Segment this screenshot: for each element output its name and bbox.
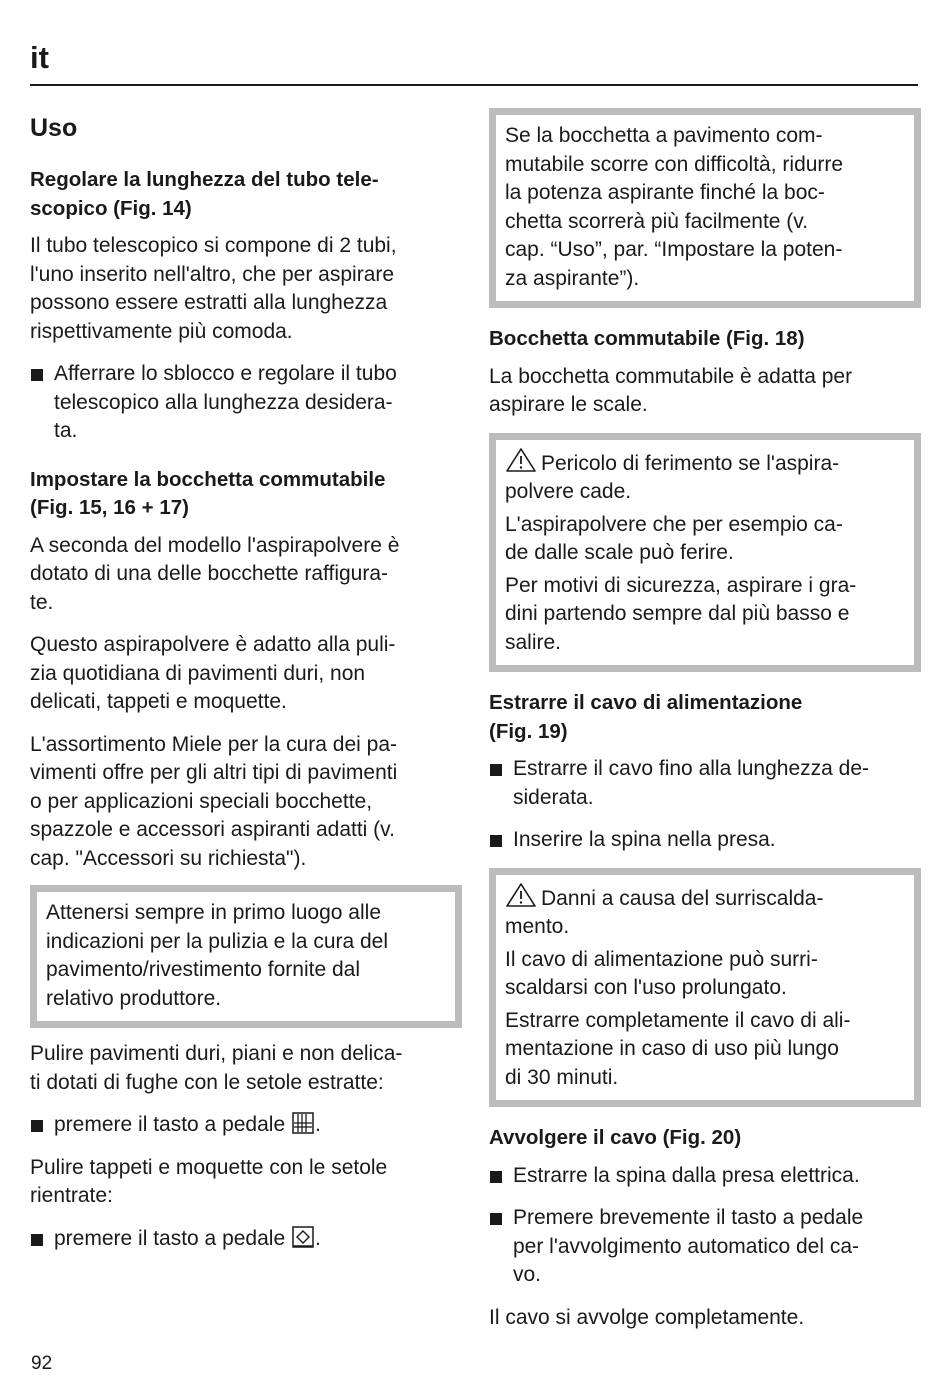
bullet-square-icon — [490, 1213, 502, 1225]
bullet-item — [30, 360, 462, 446]
text-line: rientrate: — [30, 1184, 113, 1207]
text-line: dini partendo sempre dal più basso e — [505, 602, 850, 625]
text-line: Estrarre la spina dalla presa elettrica. — [513, 1163, 860, 1187]
text-line: la potenza aspirante finché la boc- — [505, 181, 825, 204]
page-number: 92 — [31, 1353, 53, 1374]
right-column — [489, 108, 921, 1332]
paragraph — [30, 1040, 462, 1097]
text-line: possono essere estratti alla lunghezza — [30, 291, 388, 314]
text-line: pavimento/rivestimento fornite dal — [46, 958, 360, 981]
left-column — [30, 108, 462, 1253]
warning-heading — [505, 447, 905, 479]
text-line: aspirare le scale. — [489, 393, 648, 416]
text-line: Pericolo di ferimento se l'aspira- — [541, 451, 840, 475]
paragraph — [30, 532, 462, 618]
header-rule — [30, 84, 918, 86]
warning-box — [489, 868, 921, 1108]
text-line: Attenersi sempre in primo luogo alle — [46, 901, 381, 924]
text-line: delicati, tappeti e moquette. — [30, 690, 287, 713]
text-line: Afferrare lo sblocco e regolare il tubo — [54, 362, 397, 385]
paragraph — [505, 511, 905, 568]
text-line: L'assortimento Miele per la cura dei pa- — [30, 732, 398, 756]
text-line: A seconda del modello l'aspirapolvere è — [30, 533, 400, 557]
heading-line: Estrarre il cavo di alimentazione — [489, 691, 803, 714]
heading-line: Regolare la lunghezza del tubo tele- — [30, 168, 379, 191]
text-line: scaldarsi con l'uso prolungato. — [505, 976, 787, 999]
paragraph — [30, 1154, 462, 1211]
heading-switchable-nozzle — [30, 466, 462, 523]
text-line: per l'avvolgimento automatico del ca- — [513, 1234, 860, 1258]
text-line: zia quotidiana di pavimenti duri, non — [30, 661, 366, 685]
note-box — [489, 108, 921, 308]
bullet-item — [30, 1111, 462, 1140]
paragraph — [505, 1007, 905, 1093]
text-line: Per motivi di sicurezza, aspirare i gra- — [505, 573, 857, 597]
text-line: premere il tasto a pedale — [54, 1113, 286, 1136]
heading-power-cable — [489, 689, 921, 746]
text-line: di 30 minuti. — [505, 1065, 619, 1089]
text-line: . — [314, 1113, 321, 1136]
text-line: Pulire tappeti e moquette con le setole — [30, 1155, 388, 1179]
text-line: o per applicazioni speciali bocchette, — [30, 789, 373, 813]
heading-switchable-nozzle-stairs: Bocchetta commutabile (Fig. 18) — [489, 327, 805, 350]
text-line: Inserire la spina nella presa. — [513, 828, 776, 851]
text-line: Danni a causa del surriscalda- — [541, 886, 824, 910]
heading-line: Impostare la bocchetta commutabile — [30, 467, 386, 491]
text-line: ta. — [54, 419, 78, 442]
heading-line: scopico (Fig. 14) — [30, 196, 192, 220]
text-line: dotato di una delle bocchette raffigura- — [30, 562, 389, 585]
bullet-item — [489, 1162, 921, 1191]
paragraph — [505, 572, 905, 658]
text-line: vimenti offre per gli altri tipi di pavimenti — [30, 761, 398, 784]
text-line: Il cavo di alimentazione può surri- — [505, 947, 818, 971]
text-line: ti dotati di fughe con le setole estratte: — [30, 1070, 384, 1094]
text-line: Pulire pavimenti duri, piani e non delica- — [30, 1042, 403, 1065]
heading-line: (Fig. 19) — [489, 719, 568, 743]
text-line: za aspirante”). — [505, 266, 640, 290]
text-line: cap. "Accessori su richiesta"). — [30, 846, 307, 870]
text-line: rispettivamente più comoda. — [30, 319, 293, 343]
text-line: salire. — [505, 630, 562, 654]
text-line: mentazione in caso di uso più lungo — [505, 1037, 839, 1060]
text-line: spazzole e accessori aspiranti adatti (v. — [30, 818, 395, 841]
text-line: l'uno inserito nell'altro, che per aspirare — [30, 262, 395, 286]
section-title: Uso — [30, 114, 78, 142]
hard-floor-pedal-icon — [292, 1112, 314, 1134]
text-line: Premere brevemente il tasto a pedale — [513, 1206, 864, 1229]
text-line: Il tubo telescopico si compone di 2 tubi, — [30, 234, 397, 257]
text-line: relativo produttore. — [46, 986, 222, 1010]
heading-line: (Fig. 15, 16 + 17) — [30, 496, 189, 519]
paragraph — [30, 731, 462, 874]
text-line: te. — [30, 590, 54, 614]
text-line: Questo aspirapolvere è adatto alla puli- — [30, 633, 396, 656]
bullet-item — [489, 755, 921, 812]
paragraph — [489, 363, 921, 420]
bullet-square-icon — [490, 835, 502, 847]
paragraph-telescopic-tube — [30, 232, 462, 346]
text-line: premere il tasto a pedale — [54, 1226, 286, 1250]
carpet-pedal-icon — [292, 1226, 314, 1248]
text-line: cap. “Uso”, par. “Impostare la poten- — [505, 238, 843, 261]
bullet-item — [489, 1204, 921, 1290]
bullet-square-icon — [490, 764, 502, 776]
bullet-item — [489, 826, 921, 855]
warning-triangle-icon — [505, 882, 537, 908]
text-line: . — [314, 1226, 321, 1250]
text-line: chetta scorrerà più facilmente (v. — [505, 209, 809, 233]
warning-box — [489, 433, 921, 673]
heading-rewind-cable: Avvolgere il cavo (Fig. 20) — [489, 1126, 742, 1149]
text-line: indicazioni per la pulizia e la cura del — [46, 929, 389, 953]
heading-telescopic-tube — [30, 166, 462, 223]
text-line: polvere cade. — [505, 480, 632, 503]
note-box — [30, 885, 462, 1028]
text-line: La bocchetta commutabile è adatta per — [489, 364, 853, 388]
text-line: siderata. — [513, 785, 594, 809]
text-line: mutabile scorre con difficoltà, ridurre — [505, 152, 844, 176]
paragraph: Il cavo si avvolge completamente. — [489, 1305, 805, 1329]
text-line: telescopico alla lunghezza desidera- — [54, 390, 393, 414]
bullet-item — [30, 1225, 462, 1254]
text-line: Se la bocchetta a pavimento com- — [505, 124, 823, 147]
paragraph — [505, 946, 905, 1003]
paragraph — [30, 631, 462, 717]
bullet-square-icon — [31, 1234, 43, 1246]
bullet-square-icon — [31, 1120, 43, 1132]
warning-triangle-icon — [505, 447, 537, 473]
text-line: Estrarre completamente il cavo di ali- — [505, 1008, 851, 1032]
text-line: de dalle scale può ferire. — [505, 541, 734, 564]
bullet-square-icon — [31, 369, 43, 381]
text-line: vo. — [513, 1263, 542, 1286]
text-line: mento. — [505, 915, 570, 938]
bullet-square-icon — [490, 1171, 502, 1183]
text-line: Estrarre il cavo fino alla lunghezza de- — [513, 757, 870, 780]
text-line: L'aspirapolvere che per esempio ca- — [505, 512, 843, 536]
language-code: it — [30, 40, 49, 75]
warning-heading — [505, 882, 905, 914]
